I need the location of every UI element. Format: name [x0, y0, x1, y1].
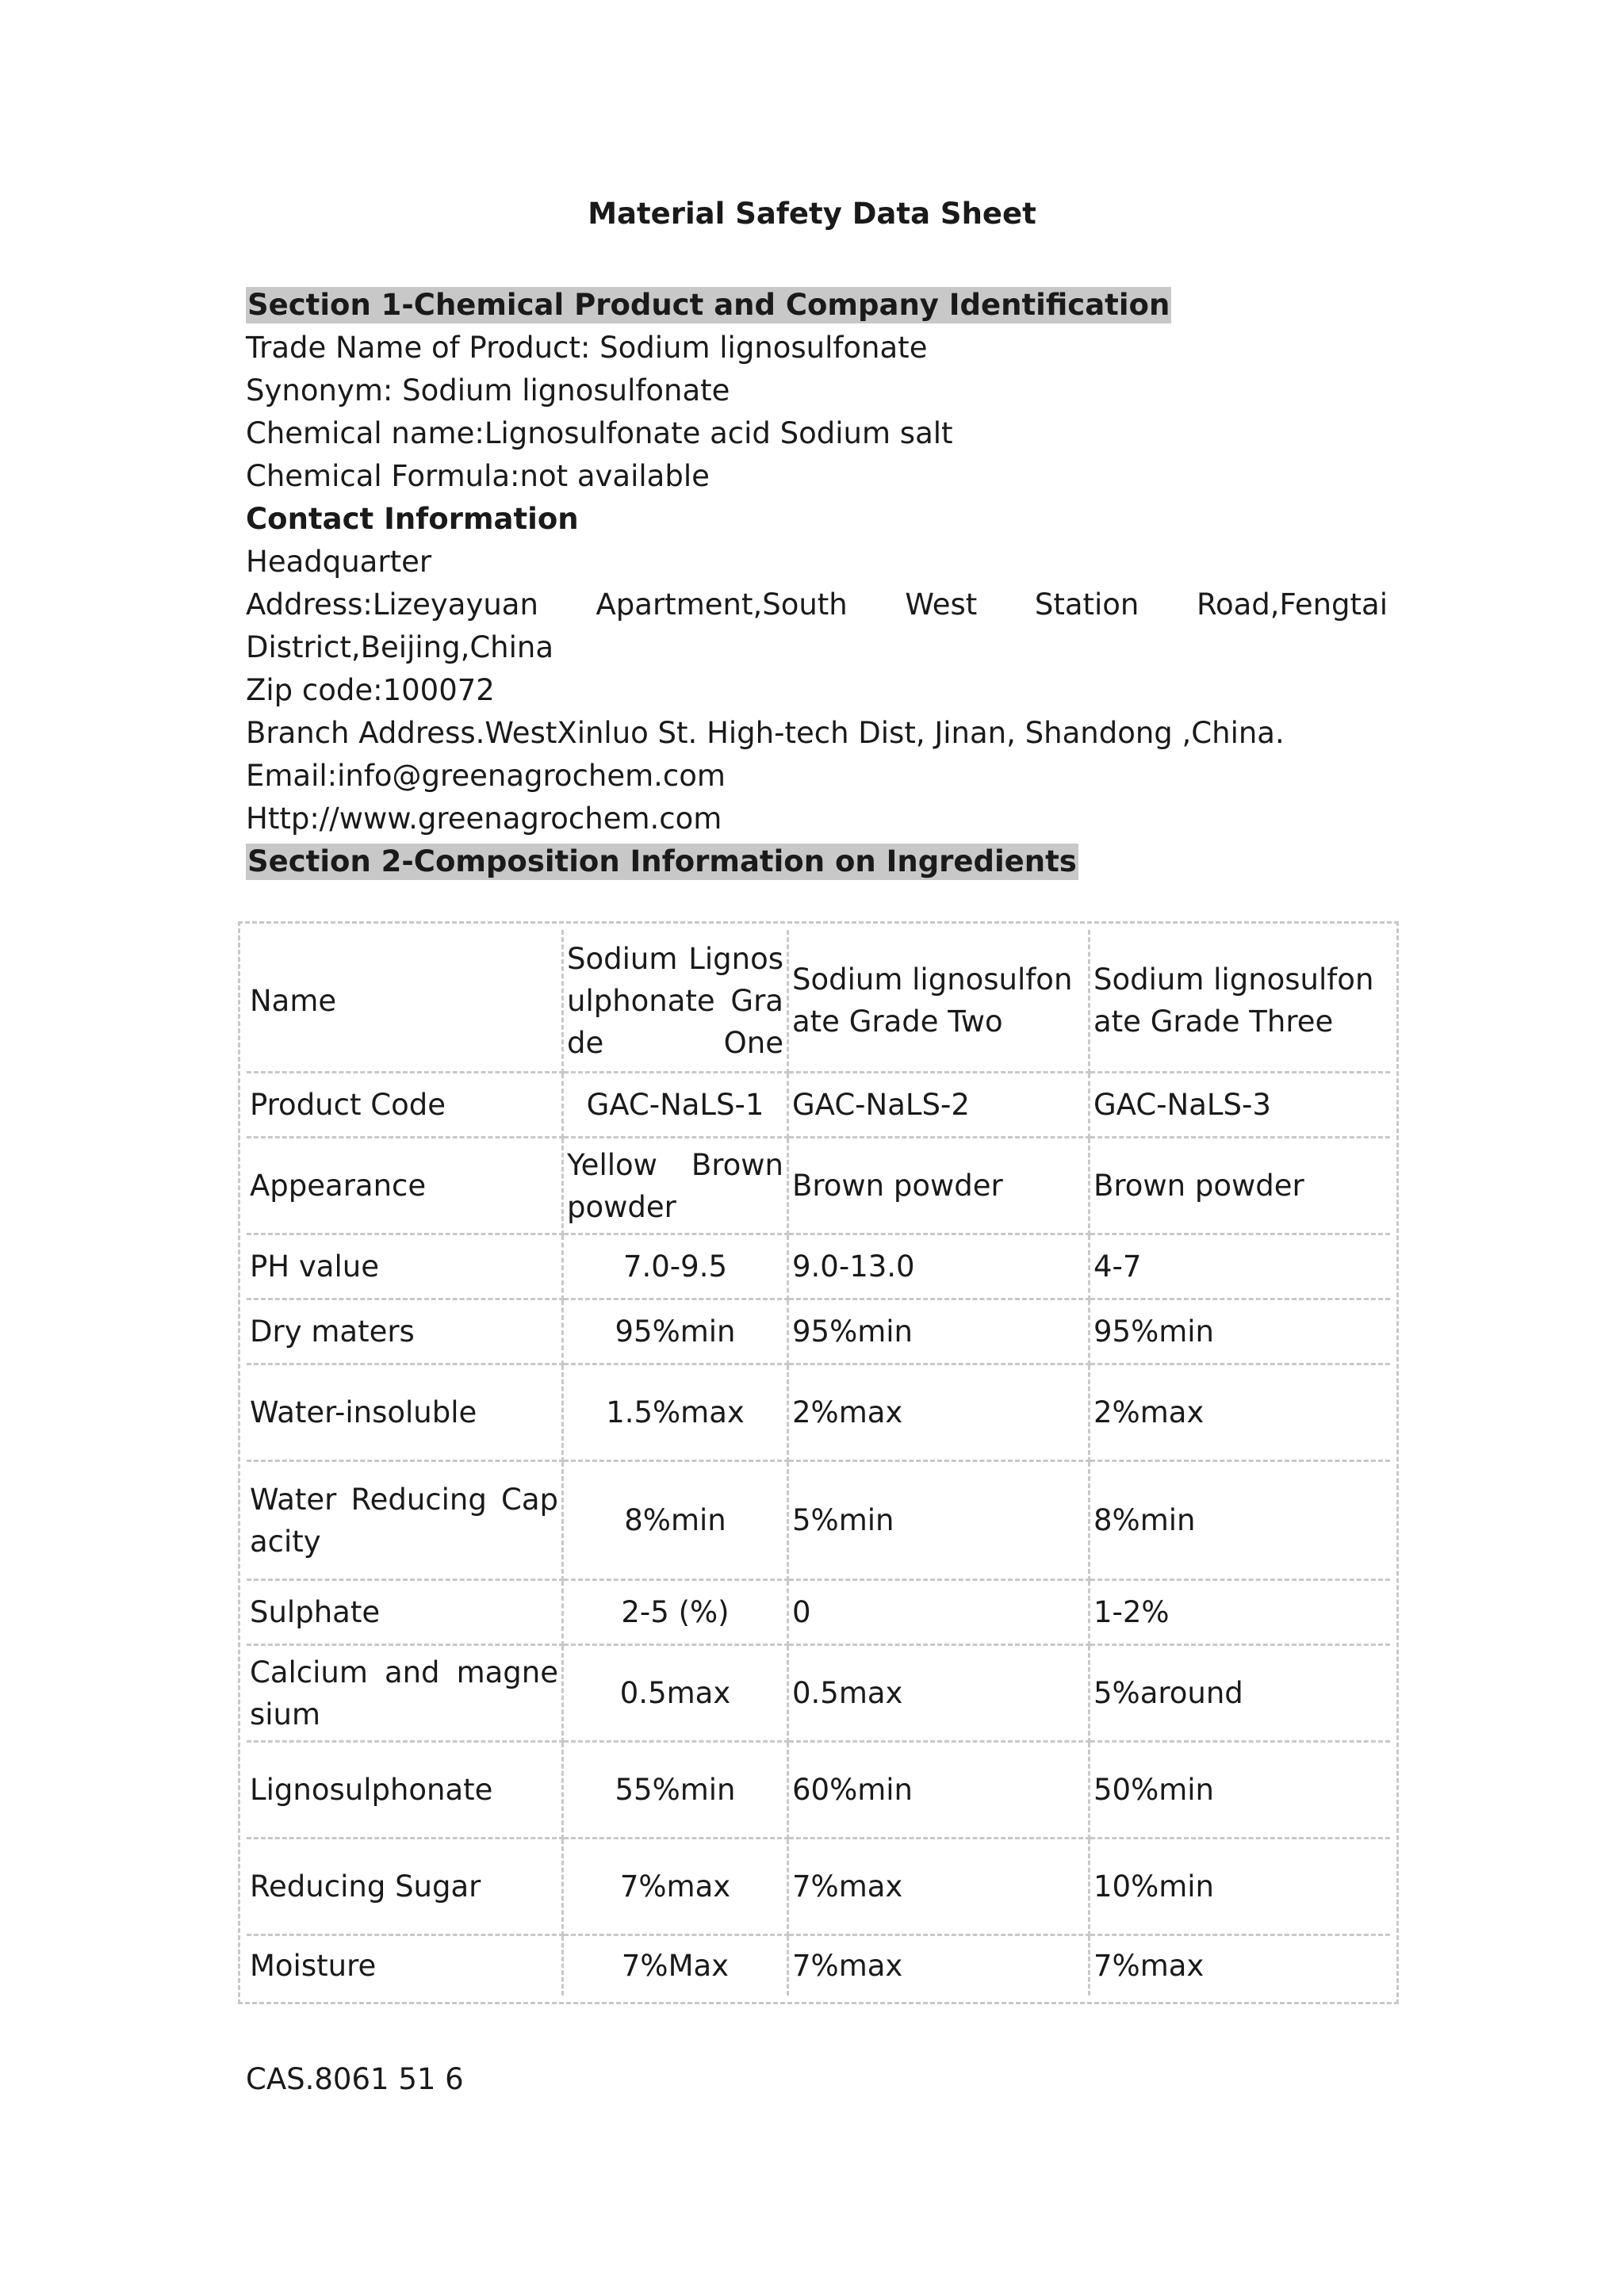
table-row-label: Dry maters	[247, 1300, 564, 1365]
email-line: Email:info@greenagrochem.com	[246, 759, 726, 793]
cas-number: CAS.8061 51 6	[246, 2062, 464, 2096]
table-cell: 0.5max	[564, 1646, 789, 1743]
table-cell: 7.0-9.5	[564, 1235, 789, 1300]
table-header-cell: Sodium lignosulfonate Grade Two	[789, 930, 1090, 1073]
trade-name: Trade Name of Product: Sodium lignosulfonate	[246, 331, 928, 365]
table-row-label: Reducing Sugar	[247, 1839, 564, 1936]
address-line-2: District,Beijing,China	[246, 630, 554, 664]
page-title: Material Safety Data Sheet	[588, 197, 1036, 231]
chemical-name: Chemical name:Lignosulfonate acid Sodium salt	[246, 416, 953, 450]
address-line-1	[246, 587, 1388, 623]
table-cell: Brown powder	[789, 1138, 1090, 1235]
table-header-cell: Sodium Lignosulphonate Grade One	[564, 930, 789, 1073]
table-cell: 4-7	[1090, 1235, 1390, 1300]
table-row-label: Water Reducing Capacity	[247, 1462, 564, 1581]
table-cell: GAC-NaLS-1	[564, 1073, 789, 1138]
table-cell: 95%min	[789, 1300, 1090, 1365]
table-cell: 5%min	[789, 1462, 1090, 1581]
address-word: Station	[1034, 587, 1139, 622]
table-cell: Yellow Brown powder	[564, 1138, 789, 1235]
table-cell: 1-2%	[1090, 1581, 1390, 1646]
table-cell: 2%max	[1090, 1365, 1390, 1462]
table-cell: 60%min	[789, 1743, 1090, 1839]
zip-code: Zip code:100072	[246, 673, 495, 707]
table-row-label: Water-insoluble	[247, 1365, 564, 1462]
website-line: Http://www.greenagrochem.com	[246, 802, 722, 836]
table-row-label: Sulphate	[247, 1581, 564, 1646]
table-cell: 95%min	[1090, 1300, 1390, 1365]
table-cell: 10%min	[1090, 1839, 1390, 1936]
table-cell: GAC-NaLS-3	[1090, 1073, 1390, 1138]
chemical-formula: Chemical Formula:not available	[246, 459, 710, 493]
table-header-cell: Sodium lignosulfonate Grade Three	[1090, 930, 1390, 1073]
table-cell: 0.5max	[789, 1646, 1090, 1743]
table-cell: 9.0-13.0	[789, 1235, 1090, 1300]
table-cell: 7%max	[789, 1936, 1090, 1996]
branch-address: Branch Address.WestXinluo St. High-tech Dist, Jinan, Shandong ,China.	[246, 716, 1285, 750]
table-cell: 8%min	[1090, 1462, 1390, 1581]
table-row-label: Product Code	[247, 1073, 564, 1138]
table-cell: 7%max	[789, 1839, 1090, 1936]
table-row-label: Calcium and magnesium	[247, 1646, 564, 1743]
table-cell: 5%around	[1090, 1646, 1390, 1743]
section-1-heading: Section 1-Chemical Product and Company Identification	[247, 288, 1170, 322]
composition-grid	[247, 930, 1390, 1996]
table-cell: 2%max	[789, 1365, 1090, 1462]
table-cell: 95%min	[564, 1300, 789, 1365]
table-cell: 7%Max	[564, 1936, 789, 1996]
table-cell: 7%max	[564, 1839, 789, 1936]
section-2-heading: Section 2-Composition Information on Ingredients	[247, 844, 1077, 878]
table-cell: 8%min	[564, 1462, 789, 1581]
table-cell: 0	[789, 1581, 1090, 1646]
table-cell: 55%min	[564, 1743, 789, 1839]
table-cell: 50%min	[1090, 1743, 1390, 1839]
table-cell: 2-5 (%)	[564, 1581, 789, 1646]
table-row-label: Lignosulphonate	[247, 1743, 564, 1839]
table-row-label: PH value	[247, 1235, 564, 1300]
address-word: Road,Fengtai	[1196, 587, 1388, 622]
contact-heading: Contact Information	[246, 502, 579, 536]
table-row-label: Moisture	[247, 1936, 564, 1996]
table-cell: GAC-NaLS-2	[789, 1073, 1090, 1138]
address-word: Address:Lizeyayuan	[246, 587, 538, 622]
address-word: Apartment,South	[596, 587, 848, 622]
headquarter-label: Headquarter	[246, 545, 432, 579]
table-cell: Brown powder	[1090, 1138, 1390, 1235]
table-row-label: Appearance	[247, 1138, 564, 1235]
table-cell: 1.5%max	[564, 1365, 789, 1462]
table-cell: 7%max	[1094, 1949, 1205, 1983]
composition-table	[238, 921, 1399, 2004]
synonym: Synonym: Sodium lignosulfonate	[246, 373, 730, 408]
table-header-cell: Name	[247, 930, 564, 1073]
address-word: West	[905, 587, 978, 622]
